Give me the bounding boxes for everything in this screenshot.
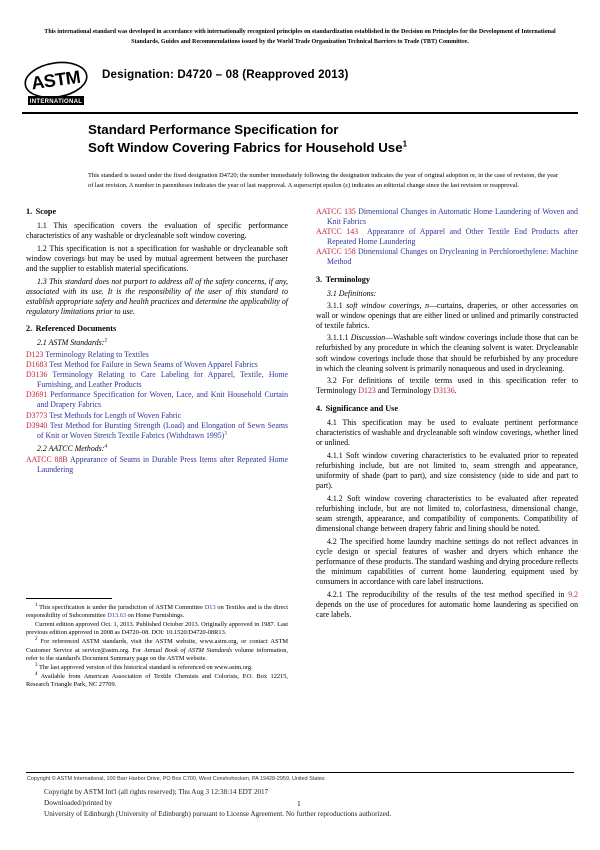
reference-id[interactable]: D3691 [26, 390, 48, 400]
license-line-3: University of Edinburgh (University of Edinburgh) pursuant to License Agreement. No further reproductions authorized. [44, 809, 392, 818]
reference-title[interactable]: Test Method for Failure in Sewn Seams of Woven Apparel Fabrics [49, 360, 258, 370]
paragraph-1-2: 1.2 This specification is not a specification for washable or drycleanable soft window coverings but may be used by mutual agreement between the purchaser and the supplier to establish material specifications. [26, 243, 288, 273]
subheading-aatcc-methods-text: 2.2 AATCC Methods: [37, 443, 105, 453]
page-number: 1 [297, 799, 301, 808]
paragraph-4-2-1-post: depends on the use of procedures for automatic home laundering as specified on care labels. [316, 599, 578, 619]
footnote-text: Available from American Association of Textile Chemists and Colorists, P.O. Box 12215, Research Triangle Park, NC 27709. [26, 672, 288, 688]
title-line-1: Standard Performance Specification for [88, 122, 339, 137]
designation-label: Designation: D4720 – 08 (Reapproved 2013) [102, 68, 349, 81]
footnote-marker: 1 [35, 602, 38, 608]
astm-standards-list [26, 350, 288, 441]
footer-divider [26, 772, 574, 773]
section-title-2: Referenced Documents [35, 324, 117, 334]
issue-note: This standard is issued under the fixed designation D4720; the number immediately following the designation indicates the year of original adoption or, in the case of revision, the year of last revision. A number in parentheses indicates the year of last reapproval. A superscript epsilon (ε) indicates an editorial change since the last revision or reapproval. [88, 171, 558, 190]
reference-item[interactable] [26, 411, 288, 421]
paragraph-3-2-pre: 3.2 For definitions of textile terms used in this specification refer to Terminology [316, 376, 578, 396]
cross-reference-9-2[interactable]: 9.2 [568, 589, 578, 599]
paragraph-1-3: 1.3 This standard does not purport to address all of the safety concerns, if any, associated with its use. It is the responsibility of the user of this standard to establish appropriate safety and health practices and determine the applicability of regulatory limitations prior to use. [26, 276, 288, 316]
reference-item[interactable] [26, 421, 288, 441]
paragraph-3-1-1-1 [316, 333, 578, 373]
paragraph-1-1: 1.1 This specification covers the evaluation of specific performance characteristics of any washable or drycleanable soft window covering. [26, 221, 288, 241]
left-column [26, 207, 288, 475]
definition-body: —curtains, draperies, or other accessories on wall or window openings that are either lined or unlined and primarily constructed of textile fabrics. [316, 300, 578, 330]
footnote-text-mid: on Textiles and is the direct responsibility of Subcommittee [26, 603, 288, 620]
footnote-divider [26, 598, 112, 599]
footnote-2 [26, 638, 288, 663]
title-footnote-marker: 1 [402, 139, 408, 149]
discussion-body: —Washable soft window coverings include those that can be refurbished by any procedure in which the cleaning solvent is water. Drycleanable soft window coverings include those that should be refurbished by any procedure in which the cleaning solvent is primarily nonaqueous and used in drycleaning. [316, 333, 578, 373]
section-title-3: Terminology [325, 274, 370, 284]
reference-title[interactable]: Terminology Relating to Textiles [45, 350, 149, 360]
reference-id[interactable]: D3136 [26, 370, 48, 380]
section-number-2: 2. [26, 324, 33, 334]
wto-banner-text: This international standard was developed in accordance with internationally recognized principles on standardization established in the Decision on Principles for the Development of International Standards, Guides and Recommendations issued by the World Trade Organization Technical Barriers to Trade (TBT) Committee. [44, 29, 556, 45]
reference-title[interactable]: Test Methods for Length of Woven Fabric [49, 410, 182, 420]
reference-id[interactable]: AATCC 88B [26, 455, 68, 465]
paragraph-4-1: 4.1 This specification may be used to evaluate pertinent performance characteristics of washable and drycleanable soft window coverings, whether lined or unlined. [316, 418, 578, 448]
paragraph-4-2-1 [316, 590, 578, 620]
footnote-marker: 3 [35, 662, 38, 668]
paragraph-4-2: 4.2 The specified home laundry machine settings do not reflect advances in cycle design or special features of washer and dryers which enhance the performance of these products. The standard washing and drying procedure reflects the minimum capabilities of current home laundering equipment used by consumers in accordance with care label instructions. [316, 536, 578, 586]
footnote-edition-info: Current edition approved Oct. 1, 2013. Published October 2013. Originally approved in 1987. Last previous edition approved in 2008 as D4720–08. DOI: 10.1520/D4720-08R13. [26, 621, 288, 637]
subcommittee-link-d1363[interactable]: D13.63 [107, 612, 127, 620]
svg-text:INTERNATIONAL: INTERNATIONAL [29, 99, 83, 105]
title-line-2: Soft Window Covering Fabrics for Household Use [88, 140, 403, 156]
section-number-4: 4. [316, 403, 323, 413]
reference-item[interactable] [316, 247, 578, 267]
aatcc-methods-list-left [26, 455, 288, 475]
reference-item[interactable] [316, 207, 578, 227]
footnote-marker: 2 [35, 637, 38, 643]
reference-title[interactable]: Performance Specification for Woven, Lace, and Knit Household Curtain and Drapery Fabrics [37, 390, 288, 410]
paragraph-4-1-2: 4.1.2 Soft window covering characteristics to be evaluated after repeated refurbishing include, but are not limited to, colorfastness, dimensional change, seam strength, appearance, and compatibility of components. Compatibility of dimensional change between drapery fabric and lining should be noted. [316, 493, 578, 533]
subheading-aatcc-methods [26, 444, 288, 454]
reference-title[interactable]: Test Method for Bursting Strength (Load) and Elongation of Sewn Seams of Knit or Woven Stretch Textile Fabrics (Withdrawn 1995) [37, 420, 288, 440]
footnote-marker-2: 2 [104, 337, 108, 344]
paragraph-3-2-end: . [454, 386, 457, 396]
cross-reference-d123[interactable]: D123 [358, 386, 376, 396]
paragraph-3-2-mid: and Terminology [375, 386, 434, 396]
section-number-1: 1. [26, 207, 33, 216]
section-heading-referenced-documents [26, 324, 288, 335]
paragraph-number: 3.1.1 [327, 300, 343, 310]
astm-logo [22, 58, 90, 108]
reference-id[interactable]: AATCC 143 [316, 227, 359, 237]
right-column [316, 207, 578, 622]
section-heading-significance-and-use [316, 404, 578, 415]
paragraph-4-2-1-pre: 4.2.1 The reproducibility of the results of the test method specified in [327, 589, 569, 599]
reference-id[interactable]: D1683 [26, 360, 48, 370]
reference-id[interactable]: AATCC 135 [316, 207, 356, 216]
cross-reference-d3136[interactable]: D3136 [433, 386, 455, 396]
reference-item[interactable] [26, 390, 288, 410]
reference-item[interactable] [316, 227, 578, 247]
copyright-notice: Copyright © ASTM International, 100 Barr Harbor Drive, PO Box C700, West Conshohocken, PA 19428-2959, United States [27, 776, 325, 782]
footnote-1 [26, 604, 288, 621]
subheading-astm-standards-text: 2.1 ASTM Standards: [37, 338, 105, 348]
header-divider [22, 112, 578, 114]
footnotes-block [26, 598, 288, 690]
reference-title[interactable]: Terminology Relating to Care Labeling for Apparel, Textile, Home Furnishing, and Leather Products [37, 370, 288, 390]
paragraph-3-2 [316, 376, 578, 396]
footnote-3 [26, 664, 288, 672]
paragraph-3-1-1 [316, 301, 578, 331]
reference-id[interactable]: D3773 [26, 410, 48, 420]
reference-item[interactable] [26, 350, 288, 360]
footnote-text: The last approved version of this historical standard is referenced on www.astm.org. [38, 663, 253, 671]
svg-text:ASTM: ASTM [30, 66, 82, 94]
title-block [88, 121, 558, 192]
section-number-3: 3. [316, 274, 323, 284]
license-line-1: Copyright by ASTM Int'l (all rights reserved); Thu Aug 3 12:38:14 EDT 2017 [44, 788, 269, 796]
reference-item[interactable] [26, 360, 288, 370]
license-block [44, 787, 391, 820]
reference-id[interactable]: AATCC 158 [316, 247, 356, 257]
section-heading-terminology [316, 275, 578, 286]
footnote-text-mid: volume information, refer to the standard's Document Summary page on the ASTM website. [26, 646, 288, 662]
footnote-italic: Annual Book of ASTM Standards [143, 646, 233, 654]
footnote-marker-3: 3 [224, 430, 228, 437]
section-title-4: Significance and Use [325, 403, 398, 413]
reference-title[interactable]: Appearance of Apparel and Other Textile End Products after Repeated Home Laundering [327, 227, 578, 247]
section-title-1: Scope [35, 207, 57, 216]
footnote-marker-4: 4 [104, 443, 108, 450]
section-heading-scope [26, 207, 288, 218]
committee-link-d13[interactable]: D13 [204, 603, 216, 611]
reference-id[interactable]: D3940 [26, 420, 48, 430]
aatcc-methods-list-right [316, 207, 578, 267]
paragraph-4-1-1: 4.1.1 Soft window covering characteristics to be evaluated prior to repeated refurbishing include, but are not limited to, seam strength and appearance, uniformity of shade (part to part), and size consistency (side to side and part to part). [316, 450, 578, 491]
reference-item[interactable] [26, 370, 288, 390]
reference-id[interactable]: D123 [26, 350, 44, 360]
subheading-definitions: 3.1 Definitions: [327, 289, 377, 298]
footnote-marker: 4 [35, 671, 38, 677]
footnote-text: For referenced ASTM standards, visit the ASTM website, www.astm.org, or contact ASTM Customer Service at service@astm.org. For [26, 638, 288, 654]
document-header [22, 58, 578, 110]
defined-term: soft window coverings, n [346, 300, 430, 310]
footnote-text-post: on Home Furnishings. [126, 612, 185, 620]
discussion-label: Discussion [350, 333, 386, 343]
reference-item[interactable] [26, 455, 288, 475]
license-line-2: Downloaded/printed by [44, 798, 113, 807]
reference-title[interactable]: Dimensional Changes on Drycleaning in Perchloroethylene: Machine Method [327, 247, 578, 267]
page-title [88, 121, 558, 158]
paragraph-number: 3.1.1.1 [327, 333, 349, 343]
footnote-text: This specification is under the jurisdiction of ASTM Committee [39, 603, 205, 611]
reference-title[interactable]: Appearance of Seams in Durable Press Items after Repeated Home Laundering [37, 455, 288, 475]
subheading-astm-standards [26, 338, 288, 348]
reference-title[interactable]: Dimensional Changes in Automatic Home Laundering of Woven and Knit Fabrics [327, 207, 578, 227]
footnote-4 [26, 673, 288, 690]
